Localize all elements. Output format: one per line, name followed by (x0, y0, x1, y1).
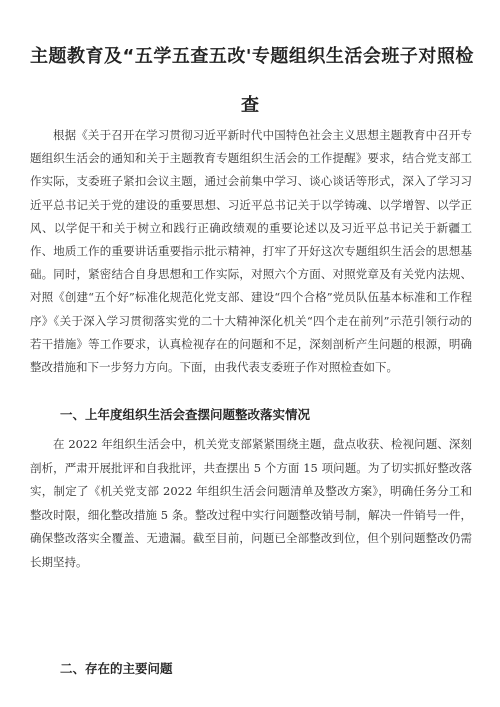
section-heading-2: 二、存在的主要问题 (60, 661, 173, 676)
section1-paragraph: 在 2022 年组织生活会中，机关党支部紧紧围绕主题，盘点收获、检视问题、深刻剖析，严肃开展批评和自我批评，共查摆出 5 个方面 15 项问题。为了切实抓好整改落实，制定了《机关党支部 2022 年组织生活会问题清单及整改方案》，明确任务分工和整改时限，细化整改措施 5 条。整改过程中实行问题整改销号制，解决一件销号一件，确保整改落实全覆盖、无遗漏。截至目前，问题已全部整改到位，但个别问题整改仍需长期坚持。 (30, 437, 472, 569)
section-heading-1: 一、上年度组织生活会查摆问题整改落实情况 (60, 407, 311, 422)
document-title-continuation: 查 (241, 95, 259, 116)
document-title: 主题教育及“五学五查五改'专题组织生活会班子对照检 (30, 46, 474, 67)
intro-paragraph: 根据《关于召开在学习贯彻习近平新时代中国特色社会主义思想主题教育中召开专题组织生活会的通知和关于主题教育专题组织生活会的工作提醒》要求，结合党支部工作实际，支委班子紧扣会议主题，通过会前集中学习、谈心谈话等形式，深入了学习习近平总书记关于党的建设的重要思想、习近平总书记关于以学铸魂、以学增智、以学正风、以学促干和关于树立和践行正确政绩观的重要论述以及习近平总书记关于新疆工作、地质工作的重要讲话重要指示批示精神，打牢了开好这次专题组织生活会的思想基础。同时，紧密结合自身思想和工作实际，对照六个方面、对照党章及有关党内法规、对照《创建“五个好”标准化规范化党支部、建设“四个合格”党员队伍基本标准和工作程序》《关于深入学习贯彻落实党的二十大精神深化机关“四个走在前列”示范引领行动的若干措施》等工作要求，认真检视存在的问题和不足，深刻剖析产生问题的根源，明确整改措施和下一步努力方向。下面，由我代表支委班子作对照检查如下。 (30, 128, 472, 375)
